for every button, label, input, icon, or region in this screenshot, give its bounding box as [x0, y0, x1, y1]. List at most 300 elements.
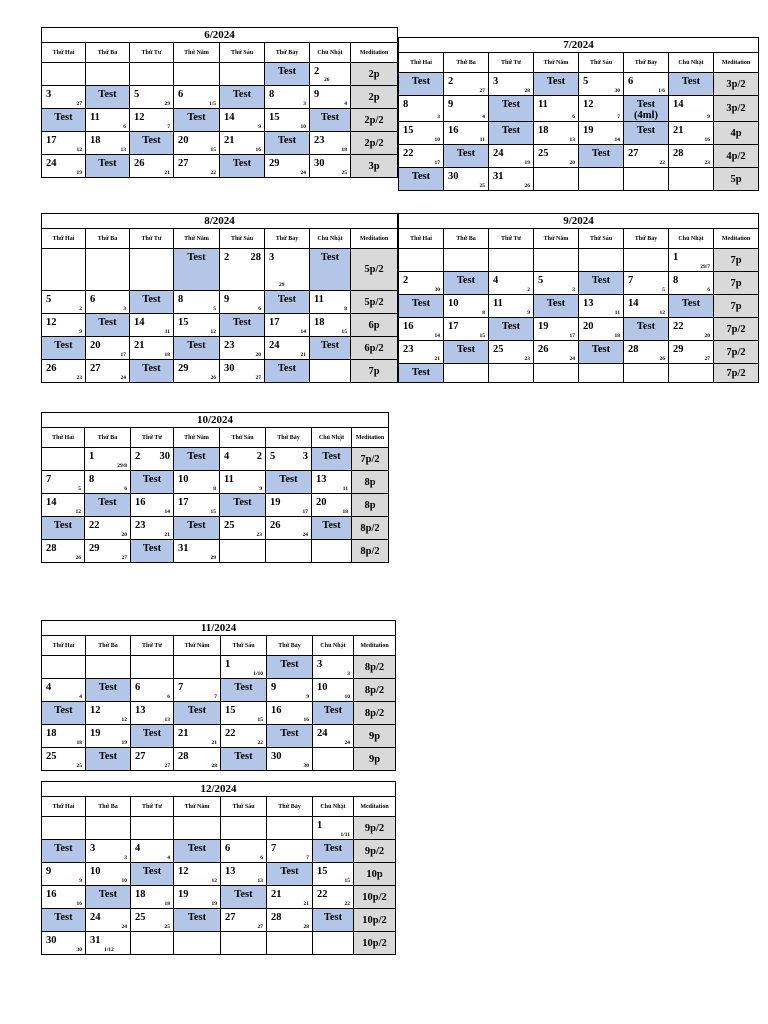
test-label: Test [546, 76, 566, 87]
test-label: Test [277, 294, 297, 305]
day-number: 31 [178, 543, 189, 554]
day-cell [85, 540, 131, 563]
day-number: 9 [314, 89, 320, 100]
weekday-header: Thứ Tư [131, 636, 174, 656]
day-number: 25 [46, 751, 57, 762]
week-row [42, 886, 396, 909]
day-cell [131, 494, 174, 517]
day-number: 26 [46, 363, 57, 374]
day-cell [444, 96, 489, 122]
lunar-date: 6 [260, 855, 263, 861]
day-number: 11 [90, 112, 100, 123]
lunar-date: 27 [704, 356, 710, 362]
day-cell [86, 702, 131, 725]
weekday-header: Thứ Hai [399, 229, 444, 249]
lunar-date: 20 [704, 333, 710, 339]
day-cell [444, 318, 489, 341]
week-row [42, 656, 396, 679]
week-row [42, 863, 396, 886]
day-number: 28 [46, 543, 57, 554]
week-row [42, 909, 396, 932]
day-cell [313, 679, 354, 702]
weekday-header: Thứ Năm [174, 428, 220, 448]
day-cell [312, 471, 352, 494]
day-number: 22 [225, 728, 236, 739]
test-label: Test [323, 912, 343, 923]
day-cell [174, 132, 220, 155]
day-number: 19 [270, 497, 281, 508]
day-cell [131, 840, 174, 863]
lunar-date: 27 [255, 375, 261, 381]
day-cell [42, 679, 86, 702]
day-cell [221, 840, 267, 863]
lunar-date: 21 [211, 740, 217, 746]
day-cell [86, 337, 130, 360]
day-number: 30 [46, 935, 57, 946]
day-number: 24 [90, 912, 101, 923]
lunar-date: 23 [76, 375, 82, 381]
test-day-cell [131, 540, 174, 563]
weekday-header: Chủ Nhật [312, 428, 352, 448]
day-number: 7 [271, 843, 277, 854]
test-day-cell [489, 122, 534, 145]
test-day-cell [174, 702, 221, 725]
day-number: 3 [90, 843, 96, 854]
day-cell [86, 725, 131, 748]
lunar-date: 9 [79, 878, 82, 884]
empty-cell [42, 656, 86, 679]
test-label: Test [98, 682, 118, 693]
test-label: Test [681, 298, 701, 309]
test-day-cell [130, 291, 174, 314]
meditation-value: 2p [351, 63, 398, 86]
lunar-date: 5 [78, 486, 81, 492]
test-day-cell [86, 314, 130, 337]
day-number: 18 [90, 135, 101, 146]
meditation-value: 7p [714, 249, 759, 272]
day-number: 5 [270, 451, 276, 462]
empty-cell [220, 540, 266, 563]
lunar-date: 1/6 [657, 88, 665, 94]
day-cell [267, 679, 313, 702]
weekday-header: Meditation [354, 636, 396, 656]
test-label: Test [591, 275, 611, 286]
empty-cell [266, 540, 312, 563]
test-day-cell [624, 318, 669, 341]
meditation-value: 6p [351, 314, 398, 337]
day-number: 19 [178, 889, 189, 900]
weekday-header: Thứ Bảy [624, 229, 669, 249]
test-label: Test [187, 912, 207, 923]
day-number: 30 [314, 158, 325, 169]
day-cell [265, 249, 310, 291]
test-day-cell [42, 909, 86, 932]
test-day-cell [130, 360, 174, 383]
lunar-date: 7 [617, 114, 620, 120]
day-cell [399, 272, 444, 295]
week-row [42, 314, 398, 337]
day-cell [624, 73, 669, 96]
lunar-date: 24 [344, 740, 350, 746]
day-number: 26 [134, 158, 145, 169]
day-cell [534, 96, 579, 122]
lunar-date: 17 [569, 333, 575, 339]
day-cell [579, 96, 624, 122]
lunar-date: 25 [479, 183, 485, 189]
weekday-header-row [399, 53, 759, 73]
day-number: 12 [178, 866, 189, 877]
week-row [42, 155, 398, 178]
day-cell [579, 122, 624, 145]
lunar-date: 29/7 [700, 264, 710, 270]
meditation-value: 7p [714, 295, 759, 318]
week-row [42, 748, 396, 771]
meditation-value: 8p/2 [354, 656, 396, 679]
test-day-cell [267, 725, 313, 748]
weekday-header: Meditation [351, 229, 398, 249]
day-cell [310, 155, 351, 178]
test-label: Test [546, 298, 566, 309]
test-day-cell [399, 168, 444, 191]
day-number: 1 [225, 659, 231, 670]
meditation-value: 7p/2 [352, 448, 389, 471]
weekday-header: Thứ Hai [42, 43, 86, 63]
weekday-header: Thứ Năm [534, 53, 579, 73]
day-number: 12 [90, 705, 101, 716]
empty-cell [669, 168, 714, 191]
lunar-date: 1/12 [104, 947, 114, 953]
test-label: Test [456, 148, 476, 159]
week-row [42, 817, 396, 840]
day-cell [669, 145, 714, 168]
day-cell [220, 109, 265, 132]
week-row [42, 932, 396, 955]
day-number: 5 [583, 76, 589, 87]
week-row [42, 540, 389, 563]
lunar-date: 29 [279, 282, 285, 288]
day-number: 19 [538, 321, 549, 332]
lunar-date: 16 [704, 137, 710, 143]
lunar-date: 9 [79, 329, 82, 335]
lunar-date: 4 [482, 114, 485, 120]
week-row [42, 471, 389, 494]
day-cell [489, 168, 534, 191]
test-day-cell [669, 295, 714, 318]
day-cell [310, 86, 351, 109]
day-number: 3 [269, 252, 275, 263]
empty-cell [174, 63, 220, 86]
test-day-cell [624, 96, 669, 122]
lunar-date: 11 [164, 329, 170, 335]
lunar-date: 10 [344, 694, 350, 700]
day-cell [444, 295, 489, 318]
day-cell [131, 448, 174, 471]
test-label: Test [234, 889, 253, 900]
test-day-cell [444, 145, 489, 168]
test-label: Test [411, 367, 431, 378]
lunar-date: 9 [258, 124, 261, 130]
day-cell [130, 86, 174, 109]
lunar-date: 19 [524, 160, 530, 166]
day-number: 2 [135, 451, 141, 462]
weekday-header: Chủ Nhật [310, 229, 351, 249]
weekday-header: Thứ Ba [86, 43, 130, 63]
day-number: 4 [224, 451, 230, 462]
test-day-cell [266, 471, 312, 494]
weekday-header: Thứ Hai [42, 229, 86, 249]
test-day-cell [265, 291, 310, 314]
test-day-cell [399, 295, 444, 318]
test-day-cell [310, 109, 351, 132]
day-cell [310, 63, 351, 86]
test-day-cell [310, 249, 351, 291]
lunar-date: 1/5 [208, 101, 216, 107]
day-number: 14 [46, 497, 57, 508]
lunar-date: 27 [479, 88, 485, 94]
test-label: Test [187, 843, 207, 854]
week-row [42, 291, 398, 314]
test-day-cell [86, 679, 131, 702]
weekday-header: Thứ Bảy [624, 53, 669, 73]
lunar-date: 15 [210, 147, 216, 153]
lunar-date: 24 [120, 375, 126, 381]
day-cell [131, 886, 174, 909]
lunar-date: 21 [434, 356, 440, 362]
lunar-date: 20 [569, 160, 575, 166]
test-label: Test [234, 751, 253, 762]
month-title: 8/2024 [42, 214, 398, 229]
day-number: 24 [46, 158, 57, 169]
empty-cell [313, 932, 354, 955]
day-cell [131, 679, 174, 702]
day-cell [42, 314, 86, 337]
calendar-month-7-2024 [398, 37, 759, 191]
week-row [399, 272, 759, 295]
lunar-date: 4 [167, 855, 170, 861]
test-day-cell [42, 840, 86, 863]
test-day-cell [489, 318, 534, 341]
test-day-cell [265, 63, 310, 86]
day-number: 23 [314, 135, 325, 146]
day-number: 28 [628, 344, 639, 355]
test-day-cell [579, 341, 624, 364]
lunar-date: 4 [344, 101, 347, 107]
lunar-date: 26 [659, 356, 665, 362]
day-number: 15 [178, 317, 189, 328]
day-number: 7 [46, 474, 52, 485]
day-number: 21 [224, 135, 235, 146]
day-cell [534, 341, 579, 364]
meditation-value: 8p/2 [354, 702, 396, 725]
day-number: 17 [269, 317, 280, 328]
day-cell [489, 295, 534, 318]
empty-cell [313, 748, 354, 771]
day-number: 3 [46, 89, 52, 100]
test-day-cell [174, 448, 220, 471]
test-day-cell [42, 517, 85, 540]
day-cell [42, 863, 86, 886]
weekday-header: Thứ Bảy [265, 229, 310, 249]
day-number: 18 [46, 728, 57, 739]
day-cell [42, 725, 86, 748]
day-number: 8 [673, 275, 679, 286]
lunar-date: 24 [121, 924, 127, 930]
test-label: Test [187, 340, 206, 351]
day-cell [266, 517, 312, 540]
empty-cell [489, 249, 534, 272]
day-cell [42, 494, 85, 517]
lunar-date: 21 [164, 170, 170, 176]
weekday-header: Thứ Tư [130, 43, 174, 63]
day-number: 11 [224, 474, 234, 485]
day-cell [669, 249, 714, 272]
day-cell [399, 145, 444, 168]
month-title-row [42, 214, 398, 229]
weekday-header-row [399, 229, 759, 249]
day-cell [86, 132, 130, 155]
day-cell [579, 295, 624, 318]
lunar-date: 27 [76, 101, 82, 107]
weekday-header: Thứ Hai [42, 797, 86, 817]
day-cell [399, 341, 444, 364]
weekday-header: Chủ Nhật [310, 43, 351, 63]
empty-cell [444, 249, 489, 272]
lunar-date: 15 [341, 329, 347, 335]
lunar-date: 19 [76, 170, 82, 176]
day-cell [267, 909, 313, 932]
test-label: Test [636, 125, 656, 136]
day-cell [310, 291, 351, 314]
lunar-date: 24 [300, 170, 306, 176]
week-row [399, 168, 759, 191]
day-cell [174, 494, 220, 517]
day-number: 25 [493, 344, 504, 355]
day-cell [669, 96, 714, 122]
day-cell [534, 318, 579, 341]
meditation-value: 9p/2 [354, 840, 396, 863]
day-number: 30 [271, 751, 282, 762]
day-cell [131, 909, 174, 932]
day-cell [399, 96, 444, 122]
month-title-row [399, 38, 759, 53]
day-number: 30 [448, 171, 459, 182]
week-row [399, 318, 759, 341]
day-cell [131, 517, 174, 540]
lunar-date: 12 [659, 310, 665, 316]
day-cell [85, 517, 131, 540]
empty-cell [579, 249, 624, 272]
weekday-header: Chủ Nhật [669, 229, 714, 249]
empty-cell [624, 249, 669, 272]
empty-cell [86, 817, 131, 840]
empty-cell [221, 932, 267, 955]
day-number: 13 [316, 474, 327, 485]
lunar-date: 3 [572, 287, 575, 293]
weekday-header: Thứ Sáu [579, 229, 624, 249]
lunar-date: 6 [572, 114, 575, 120]
test-day-cell [42, 109, 86, 132]
lunar-date: 13 [120, 147, 126, 153]
day-cell [313, 817, 354, 840]
empty-cell [267, 817, 313, 840]
day-cell [174, 471, 220, 494]
month-title: 12/2024 [42, 782, 396, 797]
test-day-cell [220, 314, 265, 337]
lunar-date: 3 [123, 306, 126, 312]
test-label: Test [501, 125, 521, 136]
week-row [399, 295, 759, 318]
day-cell [86, 291, 130, 314]
day-number: 13 [225, 866, 236, 877]
day-cell [130, 109, 174, 132]
day-cell [220, 132, 265, 155]
day-cell [221, 909, 267, 932]
day-number: 6 [225, 843, 231, 854]
lunar-date: 9 [259, 486, 262, 492]
month-title-row [399, 214, 759, 229]
empty-cell [624, 168, 669, 191]
test-day-cell [86, 886, 131, 909]
day-number: 29 [89, 543, 100, 554]
day-number: 24 [317, 728, 328, 739]
week-row [399, 364, 759, 383]
empty-cell [220, 63, 265, 86]
lunar-date: 15 [344, 878, 350, 884]
lunar-date: 12 [75, 509, 81, 515]
day-cell [444, 122, 489, 145]
empty-cell [579, 364, 624, 383]
test-day-cell [42, 702, 86, 725]
day-number: 16 [135, 497, 146, 508]
weekday-header: Meditation [354, 797, 396, 817]
lunar-date: 12 [211, 878, 217, 884]
test-label: Test [142, 728, 162, 739]
test-day-cell [131, 863, 174, 886]
lunar-date: 9 [707, 114, 710, 120]
day-number: 24 [493, 148, 504, 159]
empty-cell [130, 249, 174, 291]
day-number: 10 [178, 474, 189, 485]
day-number: 25 [135, 912, 146, 923]
test-label: Test [54, 705, 73, 716]
day-cell [489, 272, 534, 295]
lunar-date: 18 [164, 901, 170, 907]
day-cell [42, 471, 85, 494]
day-cell [42, 360, 86, 383]
empty-cell [174, 932, 221, 955]
month-title-row [42, 28, 398, 43]
day-number: 11 [493, 298, 503, 309]
test-day-cell [131, 471, 174, 494]
test-day-cell [579, 145, 624, 168]
day-number: 5 [46, 294, 52, 305]
weekday-header: Thứ Hai [42, 428, 85, 448]
meditation-value: 2p [351, 86, 398, 109]
meditation-value: 10p/2 [354, 909, 396, 932]
day-cell [131, 748, 174, 771]
empty-cell [131, 817, 174, 840]
lunar-date: 6 [124, 486, 127, 492]
lunar-date: 28 [524, 88, 530, 94]
day-number: 20 [178, 135, 189, 146]
day-number: 21 [673, 125, 684, 136]
day-number: 12 [46, 317, 57, 328]
calendar-month-10-2024 [41, 412, 389, 563]
month-title-row [42, 782, 396, 797]
day-number: 26 [538, 344, 549, 355]
day-number: 22 [673, 321, 684, 332]
test-label: Test [323, 705, 343, 716]
